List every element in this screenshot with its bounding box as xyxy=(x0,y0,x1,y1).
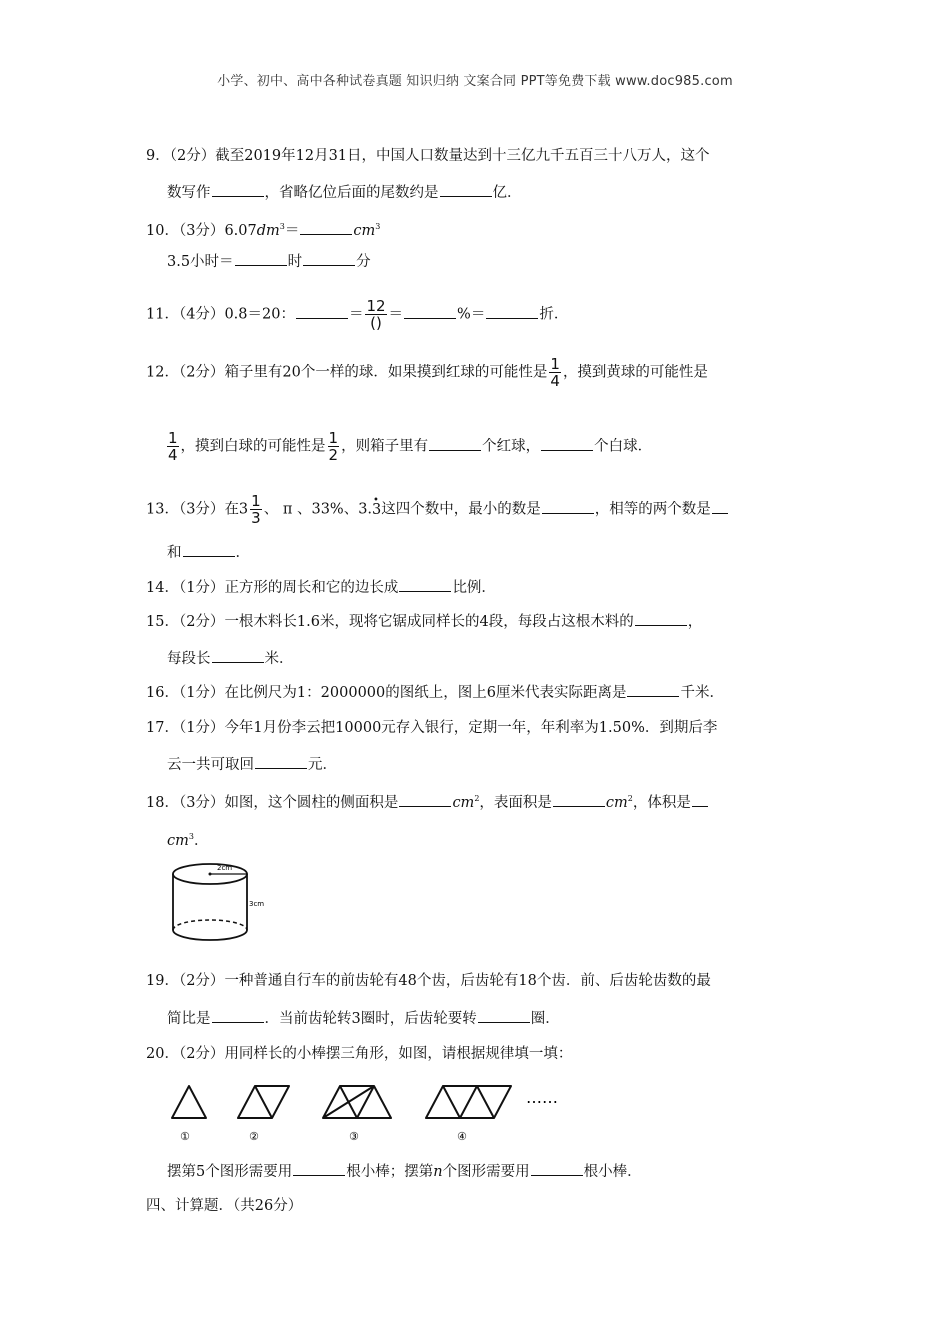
question-20-line2: 摆第5个图形需要用 根小棒；摆第n个图形需要用 根小棒． xyxy=(167,1161,642,1183)
answer-blank[interactable] xyxy=(212,648,264,663)
label-1: ① xyxy=(180,1130,190,1143)
fraction: $\frac{1}{4}$ xyxy=(168,429,178,464)
answer-blank[interactable] xyxy=(627,682,679,697)
question-9-line2: 数写作 ，省略亿位后面的尾数约是 亿． xyxy=(167,182,522,204)
answer-blank[interactable] xyxy=(692,792,708,807)
answer-blank[interactable] xyxy=(440,182,492,197)
dots: …… xyxy=(526,1088,558,1107)
question-12: 12．（2分）箱子里有20个一样的球．如果摸到红球的可能性是 $\frac{1}{4}$ ，摸到黄球的可能性是 xyxy=(146,355,708,390)
repeating-digit: • 3 xyxy=(372,502,381,518)
answer-blank[interactable] xyxy=(712,499,728,514)
answer-blank[interactable] xyxy=(293,1161,345,1176)
cylinder-bottom-front xyxy=(173,930,247,940)
question-11: 11．（4分）0.8＝20： ＝ $\frac{12}{()}$ ＝ %＝ 折． xyxy=(146,297,569,332)
answer-blank[interactable] xyxy=(303,251,355,266)
answer-blank[interactable] xyxy=(429,436,481,451)
pattern-3 xyxy=(323,1086,391,1118)
answer-blank[interactable] xyxy=(212,182,264,197)
question-13-line2: 和 ． xyxy=(167,542,250,564)
cylinder-figure xyxy=(163,856,273,950)
answer-blank[interactable] xyxy=(296,304,348,319)
question-17: 17．（1分）今年1月份李云把10000元存入银行，定期一年，年利率为1.50%．到期后李 xyxy=(146,720,718,736)
page-header: 小学、初中、高中各种试卷真题 知识归纳 文案合同 PPT等免费下载 www.doc985.com xyxy=(217,74,733,89)
fraction: $\frac{1}{2}$ xyxy=(328,429,339,464)
answer-blank[interactable] xyxy=(183,542,235,557)
question-20: 20．（2分）用同样长的小棒摆三角形，如图，请根据规律填一填： xyxy=(146,1046,573,1062)
question-12-line2: $\frac{1}{4}$ ，摸到白球的可能性是 $\frac{1}{2}$ ，则箱子里有 个红球， 个白球． xyxy=(168,429,653,464)
answer-blank[interactable] xyxy=(399,792,451,807)
question-10: 10．（3分）$6.07dm^3= cm^3$ xyxy=(146,216,380,242)
fraction: $\frac{1}{4}$ xyxy=(550,355,560,390)
question-19: 19．（2分）一种普通自行车的前齿轮有48个齿，后齿轮有18个齿．前、后齿轮齿数的最 xyxy=(146,973,711,989)
triangle-pattern-figure xyxy=(160,1076,590,1146)
question-19-line2: 简比是 ．当前齿轮转3圈时，后齿轮要转 圈． xyxy=(167,1008,560,1030)
answer-blank[interactable] xyxy=(300,220,352,235)
height-label: 3cm xyxy=(249,900,265,908)
pattern-4 xyxy=(426,1086,511,1118)
answer-blank[interactable] xyxy=(635,611,687,626)
answer-blank[interactable] xyxy=(399,577,451,592)
question-14: 14．（1分）正方形的周长和它的边长成 比例． xyxy=(146,577,496,599)
question-17-line2: 云一共可取回 元． xyxy=(167,754,337,776)
answer-blank[interactable] xyxy=(486,304,538,319)
section-heading: 四、计算题．（共26分） xyxy=(146,1198,303,1214)
question-9: 9．（2分）截至2019年12月31日，中国人口数量达到十三亿九千五百三十八万人，这个 xyxy=(146,148,710,164)
answer-blank[interactable] xyxy=(404,304,456,319)
answer-blank[interactable] xyxy=(255,754,307,769)
question-15-line2: 每段长 米． xyxy=(167,648,294,670)
pattern-2 xyxy=(238,1086,289,1118)
label-2: ② xyxy=(249,1130,259,1143)
answer-blank[interactable] xyxy=(553,792,605,807)
cylinder-bottom-back xyxy=(173,920,247,930)
question-15: 15．（2分）一根木料长1.6米，现将它锯成同样长的4段，每段占这根木料的 ， xyxy=(146,611,702,633)
question-13: 13．（3分）在3 $\frac{1}{3}$ 、 π 、33%、3.• 3这四个数中，最小的数是 ，相等的两个数是 xyxy=(146,493,729,526)
fraction: $\frac{12}{()}$ xyxy=(366,297,386,332)
label-4: ④ xyxy=(457,1130,467,1143)
radius-label: 2cm xyxy=(217,864,233,872)
answer-blank[interactable] xyxy=(531,1161,583,1176)
fraction: $\frac{1}{3}$ xyxy=(251,492,261,527)
question-18-line2: $cm^3$． xyxy=(167,832,209,849)
answer-blank[interactable] xyxy=(478,1008,530,1023)
answer-blank[interactable] xyxy=(212,1008,264,1023)
pattern-1 xyxy=(172,1086,206,1118)
question-18: 18．（3分）如图，这个圆柱的侧面积是 $cm^2$，表面积是 $cm^2$，体积是 xyxy=(146,788,709,814)
answer-blank[interactable] xyxy=(235,251,287,266)
center-point xyxy=(209,873,212,876)
question-16: 16．（1分）在比例尺为1：2000000的图纸上，图上6厘米代表实际距离是 千米． xyxy=(146,682,724,704)
answer-blank[interactable] xyxy=(541,436,593,451)
question-10-line2: 3.5小时＝ 时 分 xyxy=(167,251,371,273)
label-3: ③ xyxy=(349,1130,359,1143)
answer-blank[interactable] xyxy=(542,499,594,514)
